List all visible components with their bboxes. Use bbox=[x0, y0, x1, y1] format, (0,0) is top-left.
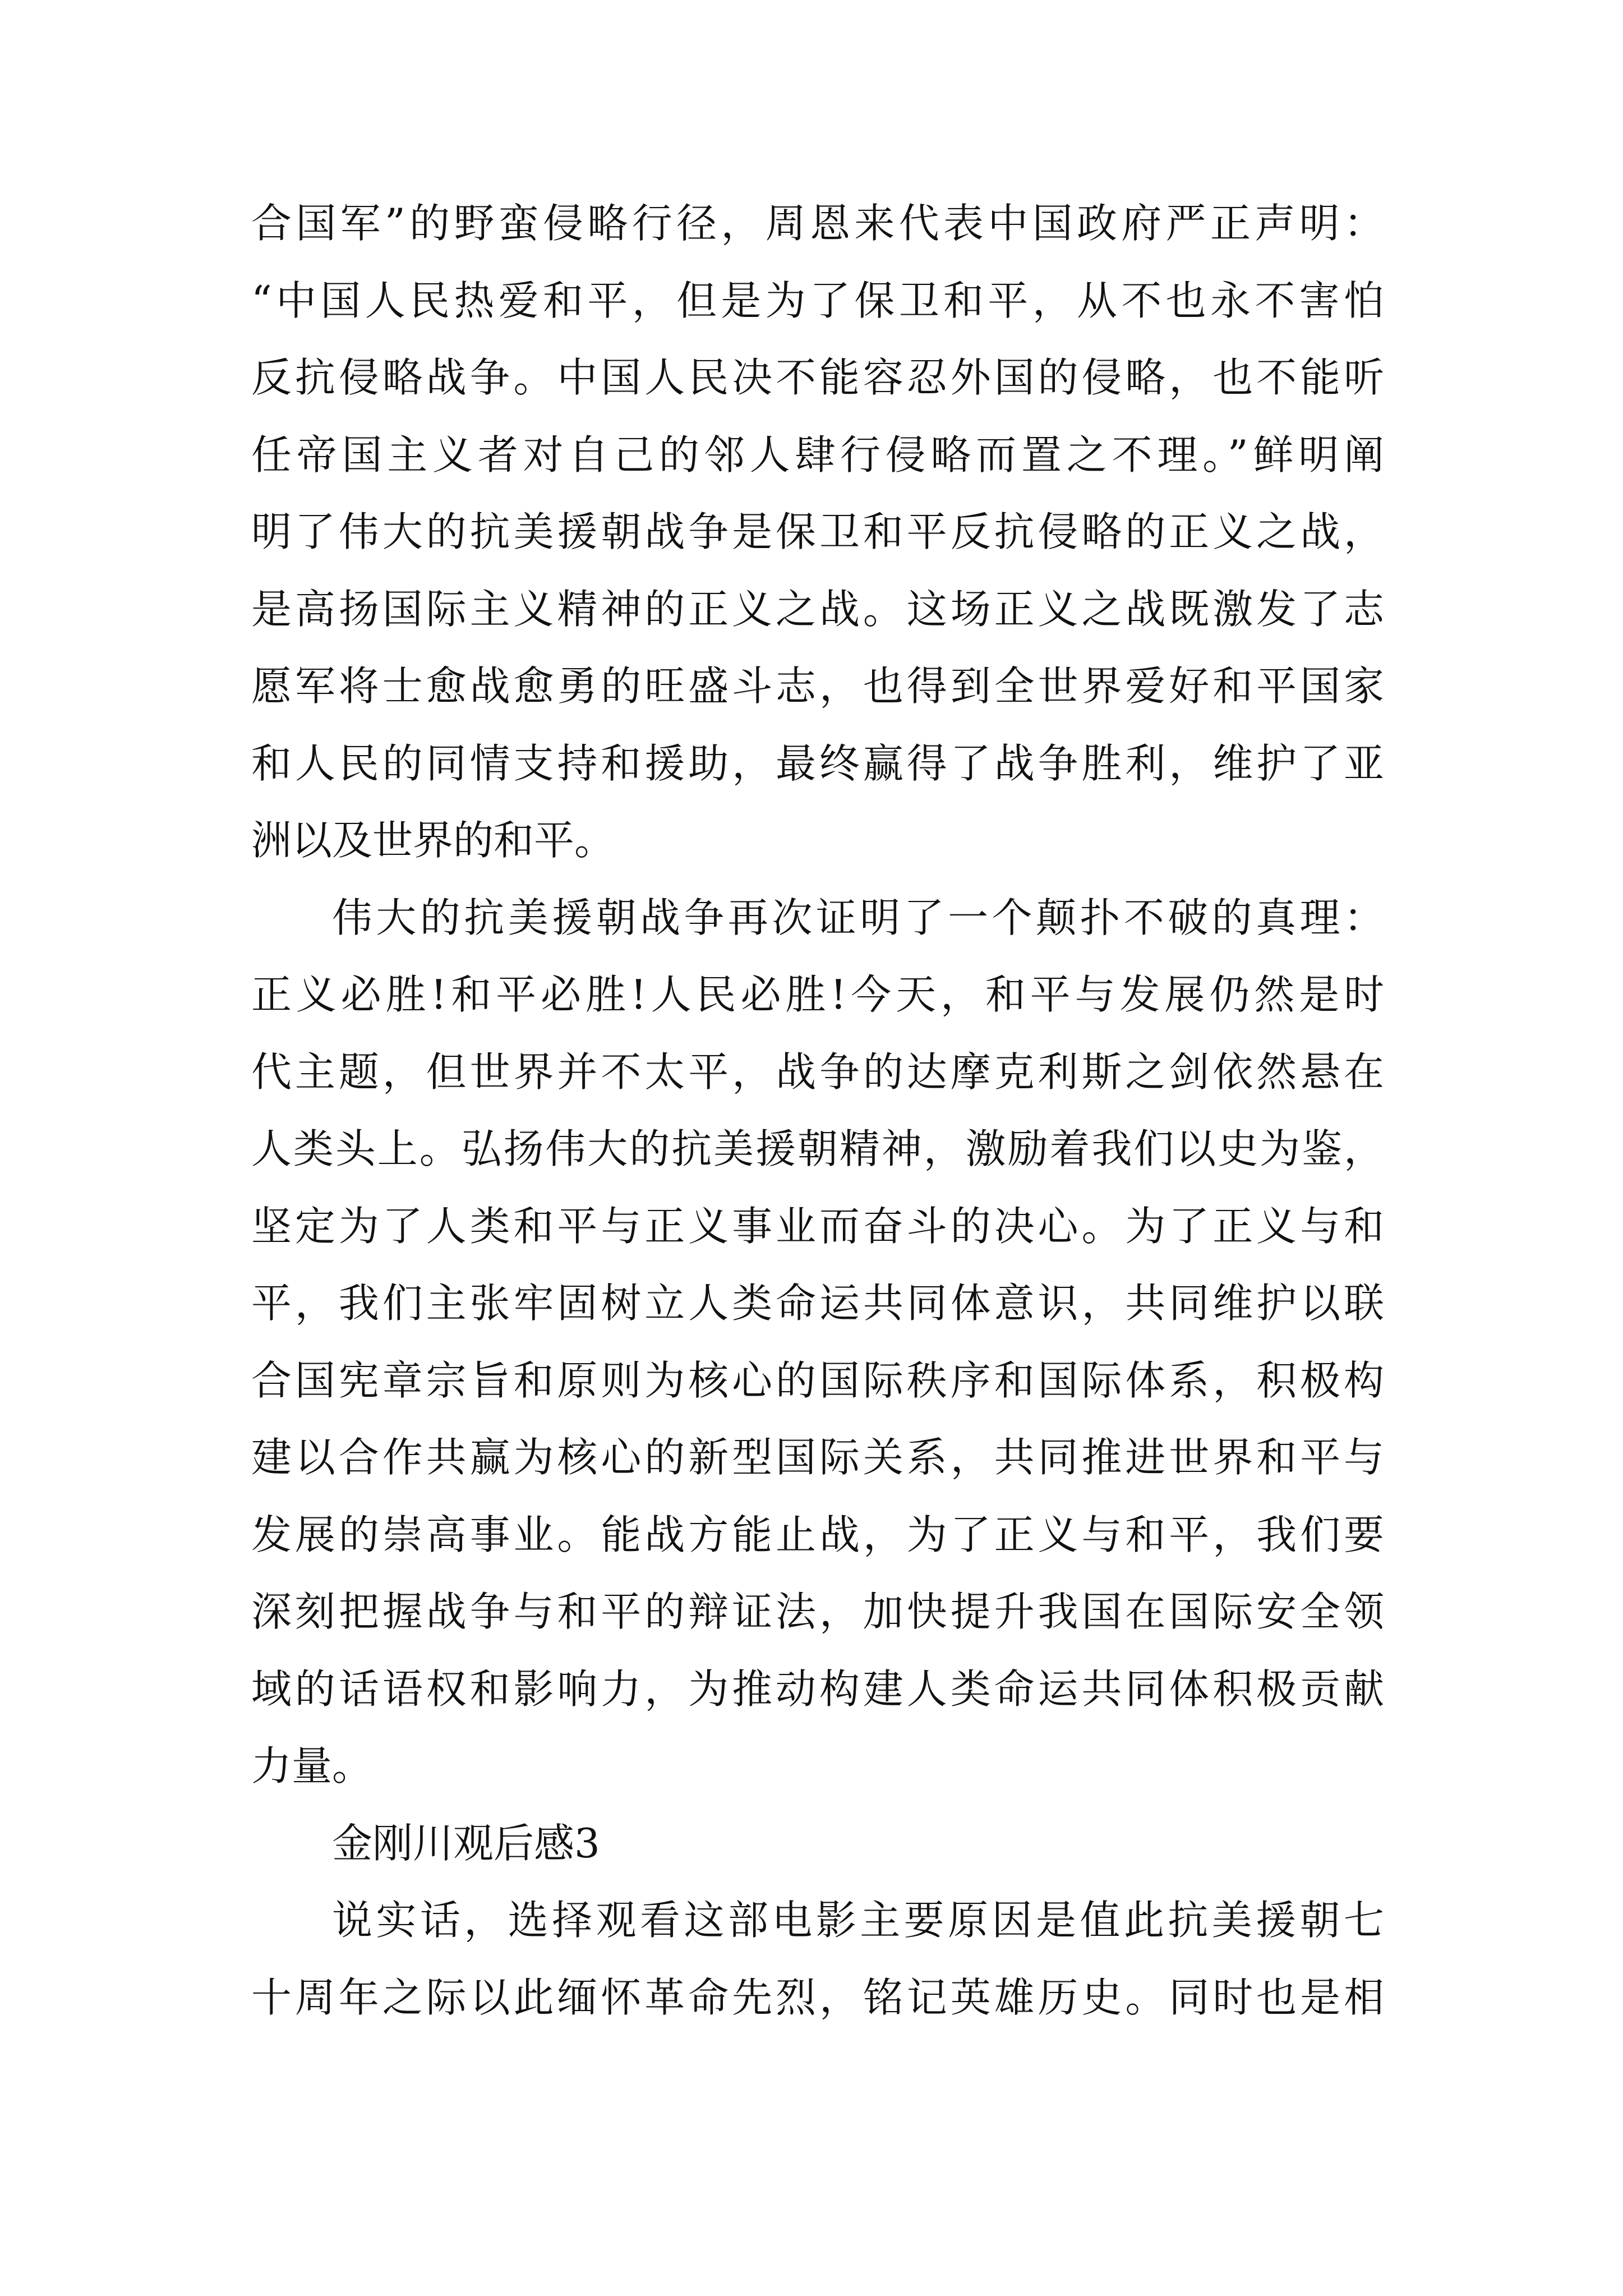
text-line: 正义必胜!和平必胜!人民必胜!今天，和平与发展仍然是时 bbox=[251, 971, 1384, 1018]
text-line: 和人民的同情支持和援助，最终赢得了战争胜利，维护了亚 bbox=[251, 739, 1384, 787]
paragraph-first-line: 伟大的抗美援朝战争再次证明了一个颠扑不破的真理： bbox=[332, 894, 1384, 941]
text-line: 深刻把握战争与和平的辩证法，加快提升我国在国际安全领 bbox=[251, 1588, 1384, 1635]
text-line: 洲以及世界的和平。 bbox=[251, 817, 615, 864]
text-line: 建以合作共赢为核心的新型国际关系，共同推进世界和平与 bbox=[251, 1434, 1384, 1481]
paragraph-first-line: 说实话，选择观看这部电影主要原因是值此抗美援朝七 bbox=[332, 1897, 1384, 1944]
text-line: 愿军将士愈战愈勇的旺盛斗志，也得到全世界爱好和平国家 bbox=[251, 662, 1384, 710]
text-line: 十周年之际以此缅怀革命先烈，铭记英雄历史。同时也是相 bbox=[251, 1973, 1384, 2021]
text-line: 力量。 bbox=[251, 1742, 373, 1789]
text-line: 发展的崇高事业。能战方能止战，为了正义与和平，我们要 bbox=[251, 1511, 1384, 1558]
section-heading: 金刚川观后感3 bbox=[332, 1819, 600, 1867]
text-line: “中国人民热爱和平，但是为了保卫和平，从不也永不害怕 bbox=[251, 277, 1384, 324]
text-line: 人类头上。弘扬伟大的抗美援朝精神，激励着我们以史为鉴， bbox=[251, 1125, 1384, 1172]
text-line: 任帝国主义者对自己的邻人肆行侵略而置之不理。”鲜明阐 bbox=[251, 431, 1384, 478]
text-line: 合国宪章宗旨和原则为核心的国际秩序和国际体系，积极构 bbox=[251, 1356, 1384, 1404]
text-line: 合国军”的野蛮侵略行径，周恩来代表中国政府严正声明： bbox=[251, 200, 1384, 247]
text-line: 反抗侵略战争。中国人民决不能容忍外国的侵略，也不能听 bbox=[251, 354, 1384, 401]
text-line: 明了伟大的抗美援朝战争是保卫和平反抗侵略的正义之战， bbox=[251, 508, 1384, 555]
text-line: 域的话语权和影响力，为推动构建人类命运共同体积极贡献 bbox=[251, 1665, 1384, 1713]
document-body bbox=[251, 185, 1384, 2036]
text-line: 平，我们主张牢固树立人类命运共同体意识，共同维护以联 bbox=[251, 1280, 1384, 1327]
text-line: 代主题，但世界并不太平，战争的达摩克利斯之剑依然悬在 bbox=[251, 1048, 1384, 1096]
text-line: 坚定为了人类和平与正义事业而奋斗的决心。为了正义与和 bbox=[251, 1202, 1384, 1250]
text-line: 是高扬国际主义精神的正义之战。这场正义之战既激发了志 bbox=[251, 585, 1384, 633]
